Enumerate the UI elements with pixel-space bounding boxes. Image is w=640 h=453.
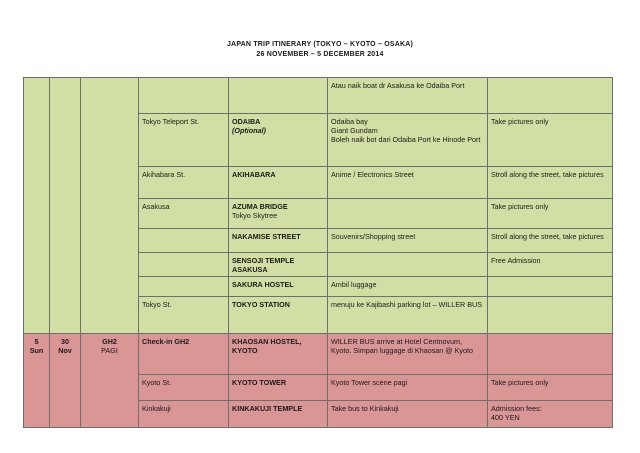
- date-number: 30: [61, 337, 69, 346]
- place-name: NAKAMISE STREET: [232, 232, 301, 241]
- place-name: KINKAKUJI TEMPLE: [232, 404, 303, 413]
- place-name: AZUMA BRIDGE: [232, 202, 288, 211]
- notes-cell: Take pictures only: [488, 199, 613, 229]
- activity-cell: Odaiba bay Giant Gundam Boleh naik bot dari Odaiba Port ke Hinode Port: [328, 114, 488, 167]
- page-header: [0, 40, 640, 60]
- location-cell: Tokyo Teleport St.: [139, 114, 229, 167]
- notes-cell: [488, 277, 613, 297]
- guesthouse-cell-empty: [81, 78, 139, 334]
- notes-cell: Stroll along the street, take pictures: [488, 167, 613, 199]
- place-name: AKIHABARA: [232, 170, 276, 179]
- activity-cell: menuju ke Kajibashi parking lot – WILLER BUS: [328, 297, 488, 334]
- day-weekday: Sun: [29, 346, 44, 355]
- location-cell: [139, 253, 229, 277]
- place-cell: [229, 229, 328, 253]
- place-cell: [229, 375, 328, 401]
- itinerary-table: [23, 77, 613, 428]
- notes-cell: Stroll along the street, take pictures: [488, 229, 613, 253]
- place-cell: [229, 401, 328, 428]
- location-cell: Akihabara St.: [139, 167, 229, 199]
- place-cell: [229, 334, 328, 375]
- place-cell: [229, 277, 328, 297]
- activity-cell: [328, 253, 488, 277]
- guesthouse-code: GH2: [102, 337, 117, 346]
- place-name: ODAIBA: [232, 117, 261, 126]
- location-cell: Asakusa: [139, 199, 229, 229]
- location-cell: [139, 229, 229, 253]
- place-cell: [229, 253, 328, 277]
- place-cell: [229, 199, 328, 229]
- itinerary-dates: 26 NOVEMBER – 5 DECEMBER 2014: [256, 51, 384, 58]
- place-sub-name: Tokyo Skytree: [232, 211, 278, 220]
- activity-cell: [328, 199, 488, 229]
- notes-cell: Take pictures only: [488, 375, 613, 401]
- day-number: 5: [34, 337, 39, 346]
- place-cell: [229, 114, 328, 167]
- table-row: [24, 334, 613, 375]
- notes-cell: Admission fees: 400 YEN: [488, 401, 613, 428]
- activity-cell: WILLER BUS arrive at Hotel Centnovum, Kyoto. Simpan luggage di Khaosan @ Kyoto: [328, 334, 488, 375]
- location-cell: [139, 78, 229, 114]
- itinerary-title: JAPAN TRIP ITINERARY (TOKYO – KYOTO – OSAKA): [226, 41, 414, 48]
- guesthouse-cell: [81, 334, 139, 428]
- activity-cell: Take bus to Kinkakuji: [328, 401, 488, 428]
- activity-cell: Kyoto Tower scene pagi: [328, 375, 488, 401]
- location-cell: [139, 277, 229, 297]
- activity-cell: Ambil luggage: [328, 277, 488, 297]
- date-cell: [50, 334, 81, 428]
- place-name: KYOTO TOWER: [232, 378, 287, 387]
- location-cell: Kyoto St.: [139, 375, 229, 401]
- location-cell: Check-in GH2: [139, 334, 229, 375]
- place-cell: [229, 78, 328, 114]
- date-cell-empty: [50, 78, 81, 334]
- date-month: Nov: [58, 346, 72, 355]
- notes-cell: [488, 334, 613, 375]
- place-optional-note: (Optional): [232, 126, 266, 135]
- notes-cell: Free Admission: [488, 253, 613, 277]
- day-cell-empty: [24, 78, 50, 334]
- time-of-day: PAGI: [101, 346, 118, 355]
- notes-cell: Take pictures only: [488, 114, 613, 167]
- notes-cell: [488, 78, 613, 114]
- activity-cell: Atau naik boat dr Asakusa ke Odaiba Port: [328, 78, 488, 114]
- place-name: KHAOSAN HOSTEL, KYOTO: [232, 337, 302, 355]
- activity-cell: Souvenirs/Shopping street: [328, 229, 488, 253]
- table-row: [24, 78, 613, 114]
- activity-cell: Anime / Electronics Street: [328, 167, 488, 199]
- place-name: SAKURA HOSTEL: [232, 280, 294, 289]
- notes-cell: [488, 297, 613, 334]
- place-cell: [229, 167, 328, 199]
- location-cell: Tokyo St.: [139, 297, 229, 334]
- day-cell: [24, 334, 50, 428]
- location-cell: Kinkakuji: [139, 401, 229, 428]
- place-cell: [229, 297, 328, 334]
- place-name: SENSOJI TEMPLE ASAKUSA: [232, 256, 295, 274]
- place-name: TOKYO STATION: [232, 300, 290, 309]
